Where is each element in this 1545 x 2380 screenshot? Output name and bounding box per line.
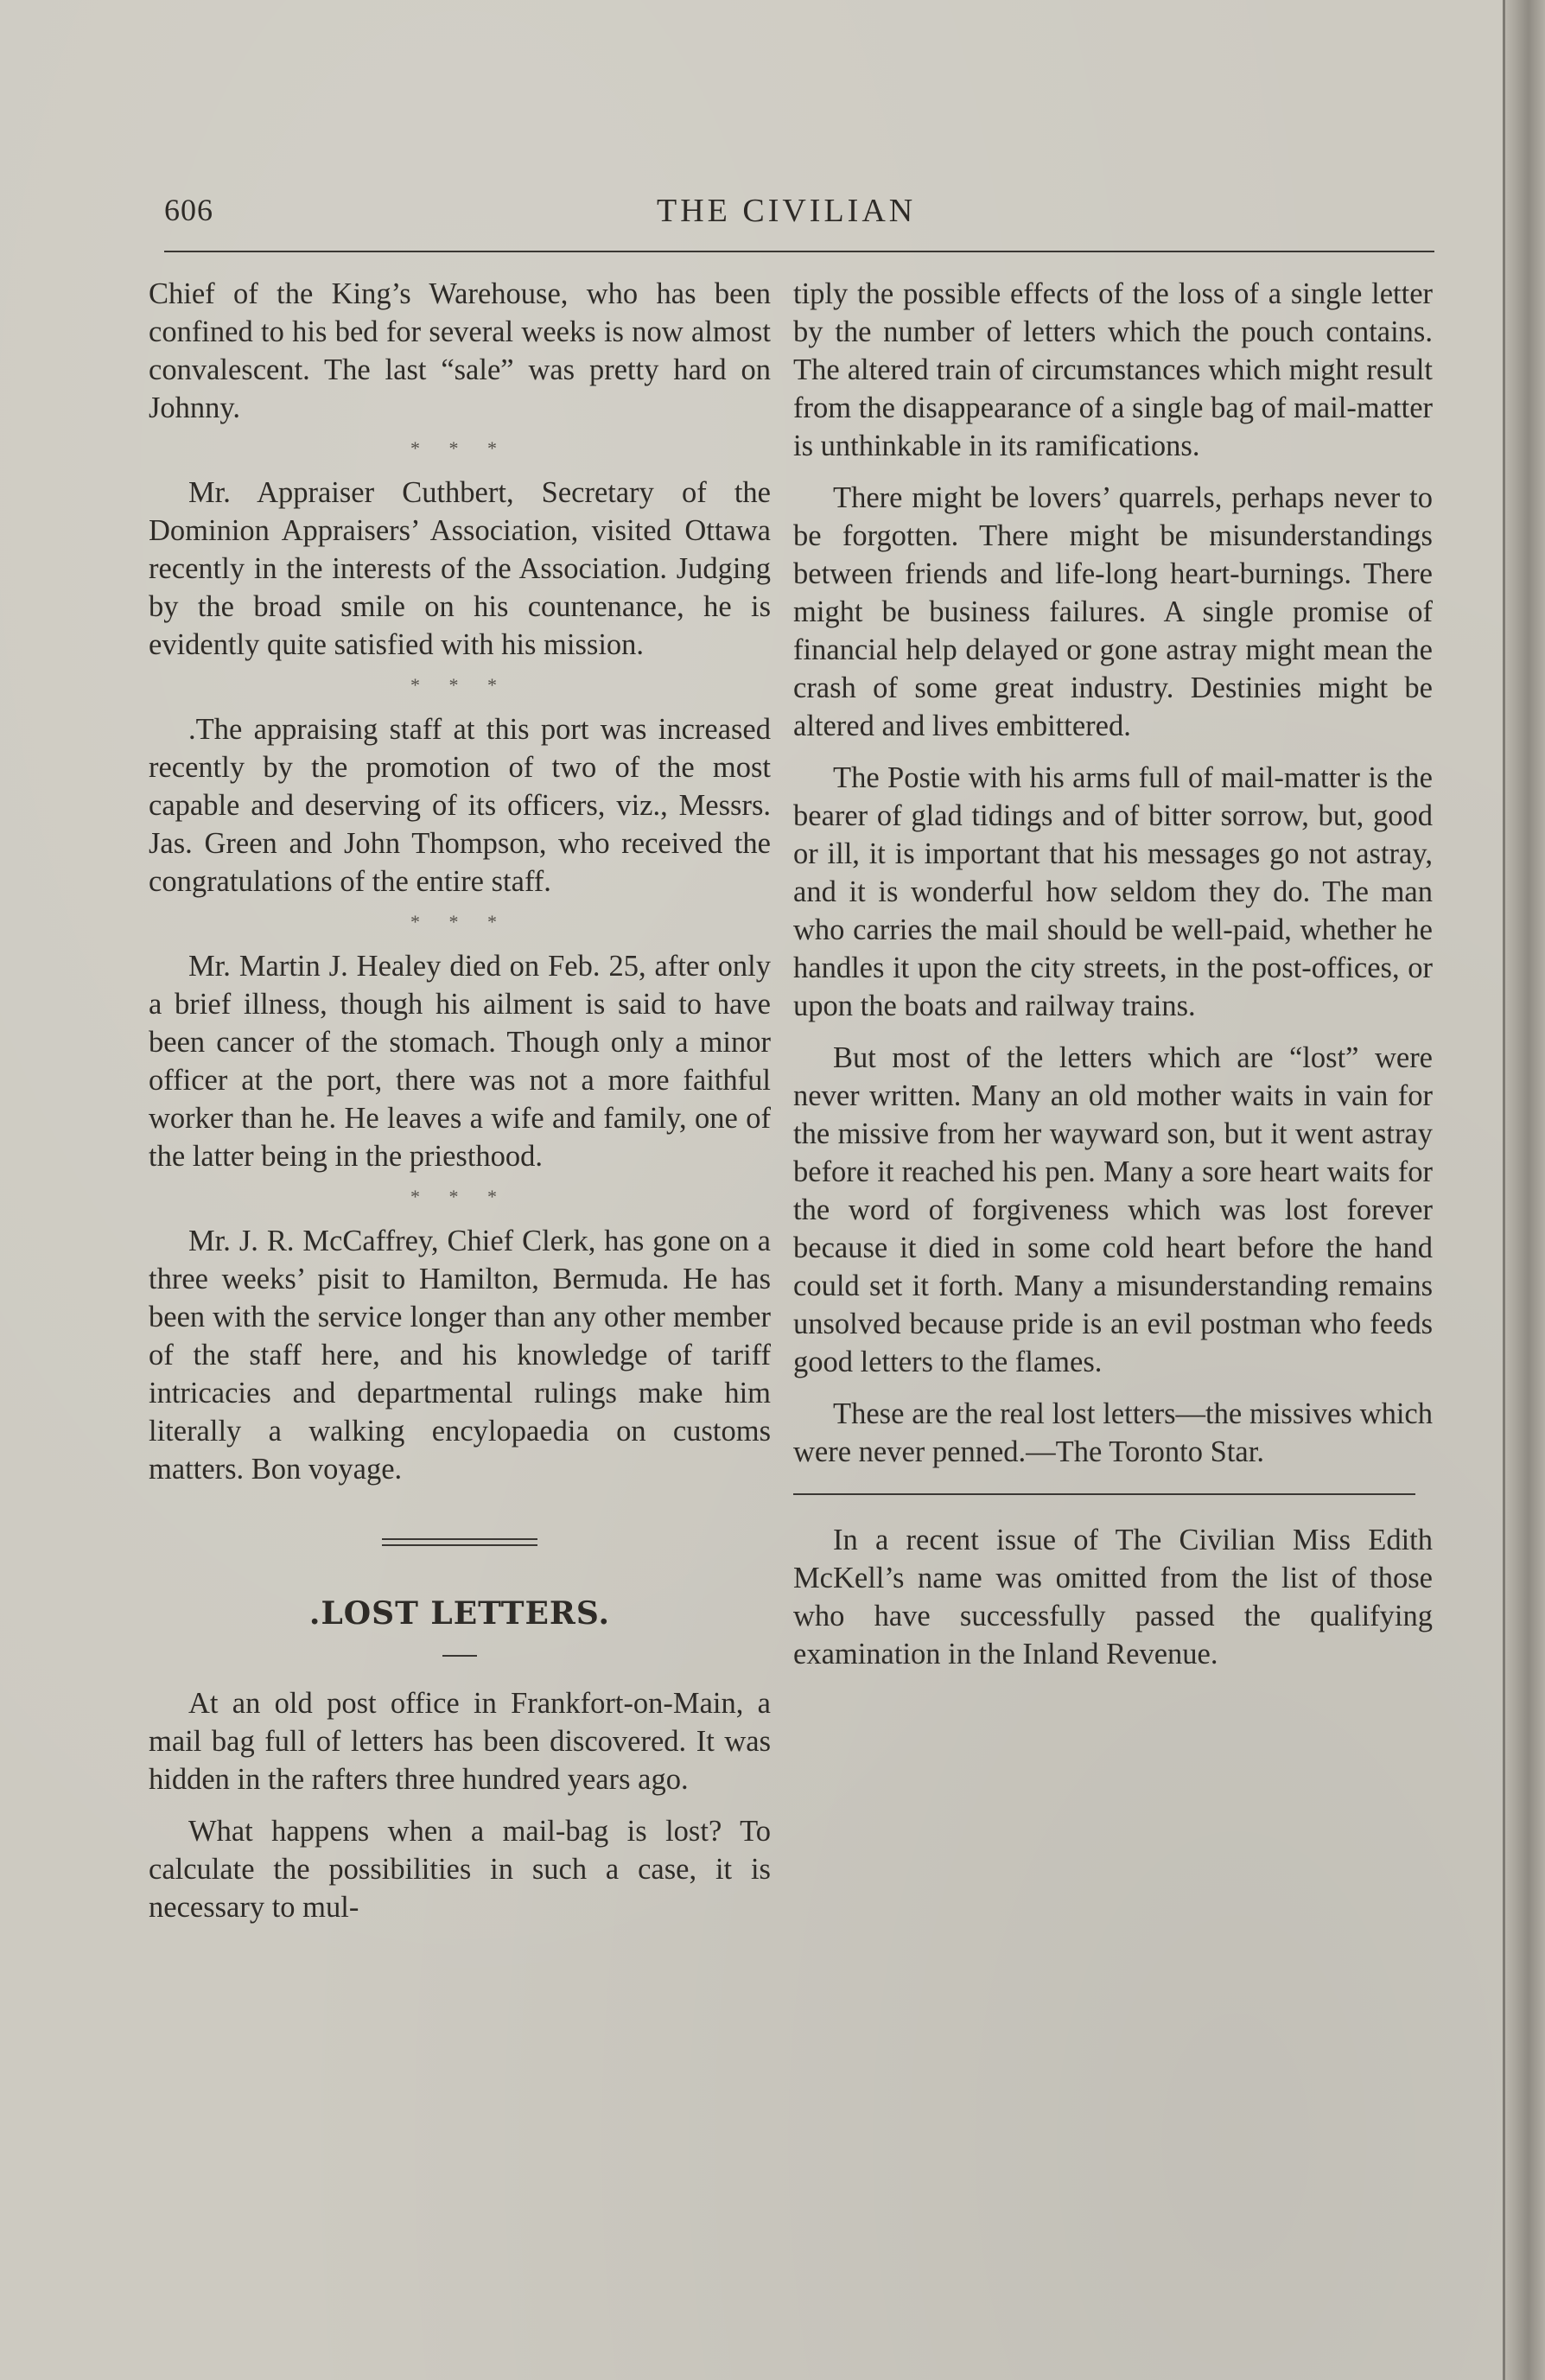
left-paragraph-5: Mr. J. R. McCaffrey, Chief Clerk, has gone on a three weeks’ pisit to Hamilton, Bermuda. He has been with the service longer than any other member of the staff here, and his knowledge of tariff intricacies and departmental rulings make him literally a walking encylopaedia on customs matters. Bon voyage. <box>149 1225 771 1486</box>
paragraph-gap <box>793 1381 1433 1395</box>
paragraph-gap <box>793 465 1433 479</box>
left-column <box>149 275 771 1926</box>
right-paragraph-5: These are the real lost letters—the missives which were never penned.—The Toronto Star. <box>793 1397 1433 1468</box>
article-divider <box>382 1538 537 1546</box>
paragraph-gap <box>149 1798 771 1812</box>
header-rule-left <box>164 251 665 252</box>
right-column <box>793 275 1433 1673</box>
paragraph-gap <box>793 745 1433 759</box>
section-separator: * * * <box>410 911 509 932</box>
right-paragraph-6: In a recent issue of The Civilian Miss Edith McKell’s name was omitted from the list of those who have successfully passed the qualifying examination in the Inland Revenue. <box>793 1524 1433 1670</box>
header-rule-right <box>657 251 1434 252</box>
left-paragraph-7: What happens when a mail-bag is lost? To calculate the possibilities in such a case, it is necessary to mul- <box>149 1815 771 1924</box>
article-title: .LOST LETTERS. <box>308 1595 611 1632</box>
running-title: THE CIVILIAN <box>657 193 917 229</box>
right-paragraph-4: But most of the letters which are “lost” were never written. Many an old mother waits in vain for the missive from her wayward son, but it went astray before it reached his pen. Many a sore heart waits for the word of forgiveness which was lost forever because it died in some cold heart before the hand could set it forth. Many a misunderstanding remains unsolved because pride is an evil postman who feeds good letters to the flames. <box>793 1041 1433 1378</box>
page-edge-line <box>1503 0 1505 2380</box>
section-separator: * * * <box>410 1186 509 1207</box>
title-dash <box>442 1655 477 1657</box>
right-paragraph-2: There might be lovers’ quarrels, perhaps never to be forgotten. There might be misunderstandings between friends and life-long heart-burnings. There might be business failures. A single promise of financial help delayed or gone astray might mean the crash of some great industry. Destinies might be altered and lives embittered. <box>793 481 1433 742</box>
left-paragraph-1: Chief of the King’s Warehouse, who has been confined to his bed for several weeks is now almost convalescent. The last “sale” was pretty hard on Johnny. <box>149 277 771 424</box>
left-paragraph-2: Mr. Appraiser Cuthbert, Secretary of the Dominion Appraisers’ Association, visited Ottawa recently in the interests of the Association. Judging by the broad smile on his countenance, he is evidently quite satisfied with his mission. <box>149 476 771 661</box>
column-divider <box>793 1493 1415 1495</box>
left-paragraph-3: .The appraising staff at this port was increased recently by the promotion of two of the most capable and deserving of its officers, viz., Messrs. Jas. Green and John Thompson, who received the congratulations of the entire staff. <box>149 713 771 898</box>
section-separator: * * * <box>410 437 509 459</box>
right-paragraph-3: The Postie with his arms full of mail-matter is the bearer of glad tidings and of bitter sorrow, but, good or ill, it is important that his messages go not astray, and it is wonderful how seldom they do. The man who carries the mail should be well-paid, whether he handles it upon the city streets, in the post-offices, or upon the boats and railway trains. <box>793 761 1433 1022</box>
book-spine-shadow <box>1504 0 1545 2380</box>
left-paragraph-6: At an old post office in Frankfort-on-Main, a mail bag full of letters has been discovered. It was hidden in the rafters three hundred years ago. <box>149 1687 771 1796</box>
section-separator: * * * <box>410 674 509 696</box>
page-number: 606 <box>164 193 213 227</box>
paragraph-gap <box>793 1025 1433 1039</box>
left-paragraph-4: Mr. Martin J. Healey died on Feb. 25, after only a brief illness, though his ailment is said to have been cancer of the stomach. Though only a minor officer at the port, there was not a more faithful worker than he. He leaves a wife and family, one of the latter being in the priesthood. <box>149 950 771 1173</box>
right-paragraph-1: tiply the possible effects of the loss of a single letter by the number of letters which the pouch contains. The altered train of circumstances which might result from the disappearance of a single bag of mail-matter is unthinkable in its ramifications. <box>793 277 1433 462</box>
